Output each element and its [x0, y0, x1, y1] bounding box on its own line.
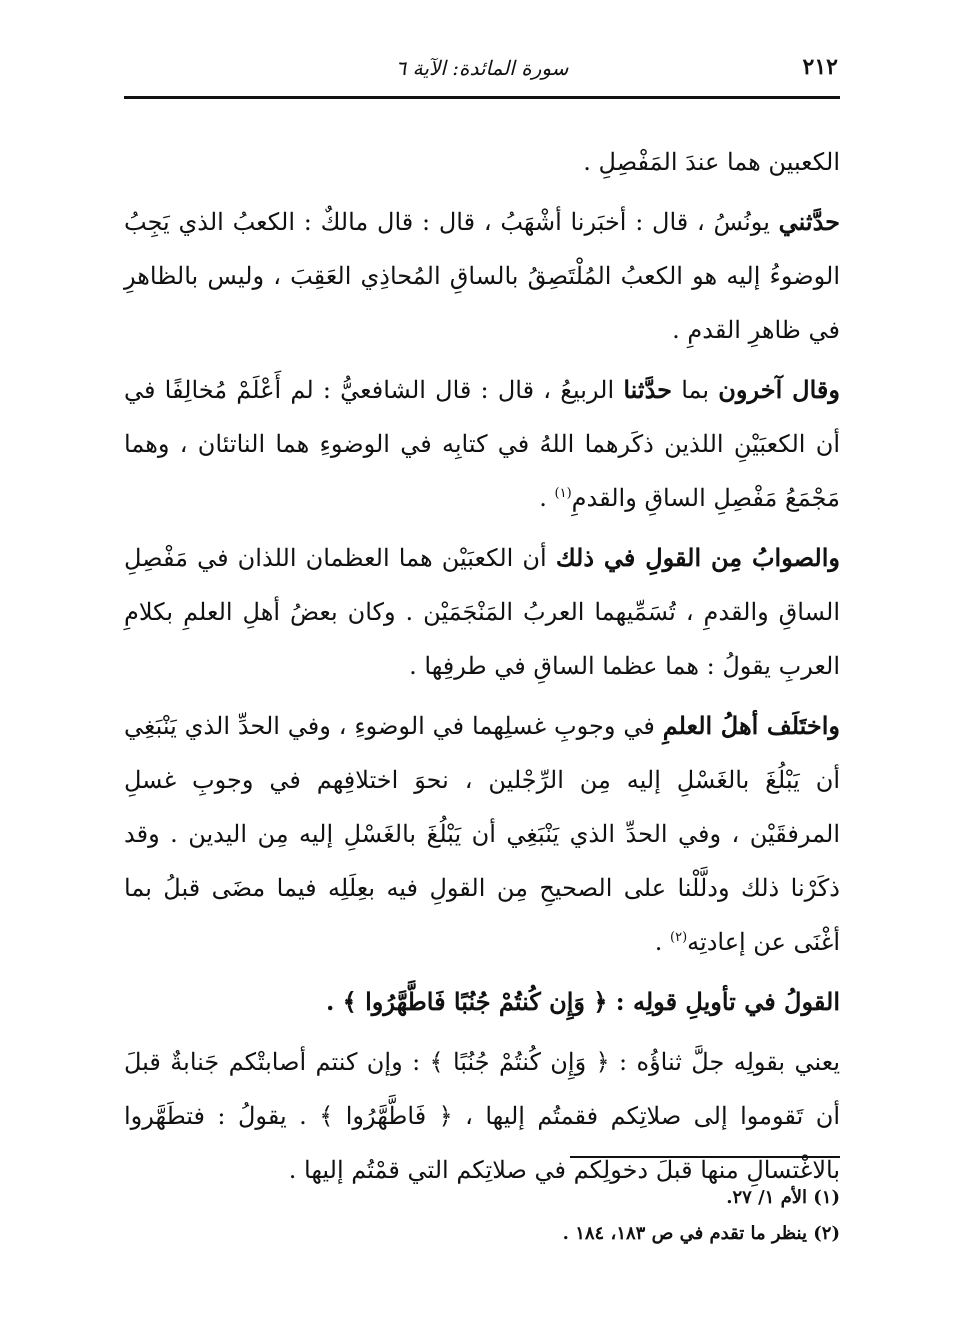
paragraph-text: يعني بقولِه جلَّ ثناؤُه : ﴿ وَإِن كُنتُمْ جُنُبًا ﴾ : وإن كنتم أصابتْكم جَنابةٌ قبلَ أن تَقوموا إلى صلاتِكم فقمتُم إليها ، ﴿ فَاطَّهَّرُوا ﴾ . يقولُ : فتطَهَّروا بالاغْتسالِ منها قبلَ دخولِكم في صلاتِكم التي قمْتُم إليها .	[124, 1048, 840, 1184]
paragraph-text: الكعبين هما عندَ المَفْصِلِ .	[583, 148, 840, 176]
paragraph-lead: واختَلَف أهلُ العلمِ	[662, 711, 841, 740]
paragraph-2	[124, 195, 840, 357]
paragraph-text: في وجوبِ غسلِهما في الوضوءِ ، وفي الحدِّ الذي يَنْبَغِي أن يَبْلُغَ بالغَسْلِ إليه مِن الرِّجْلين ، نحوَ اختلافِهم في وجوبِ غسلِ المرفقَيْن ، وفي الحدِّ الذي يَنْبَغِي أن يَبْلُغَ بالغَسْلِ إليه مِن اليدين . وقد ذكَرْنا ذلك ودلَّلْنا على الصحيحِ مِن القولِ فيه بعِلَلِه فيما مضَى قبلُ بما أغْنَى عن إعادتِه	[124, 712, 840, 956]
paragraph-end: .	[539, 484, 555, 512]
paragraph-lead: وقال آخرون	[718, 375, 840, 404]
page-header	[124, 40, 840, 99]
main-text	[124, 135, 840, 1197]
paragraph-lead: والصوابُ مِن القولِ في ذلك	[555, 543, 840, 572]
paragraph-lead-2: حدَّثنا	[623, 375, 673, 404]
book-page	[124, 40, 840, 1310]
page-number: ٢١٢	[802, 54, 838, 80]
paragraph-text: يونُسُ ، قال : أخبَرنا أشْهَبُ ، قال : قال مالكٌ : الكعبُ الذي يَجِبُ الوضوءُ إليه هو الكعبُ المُلْتَصِقُ بالساقِ المُحاذِي العَقِبَ ، وليس بالظاهرِ في ظاهرِ القدمِ .	[124, 208, 840, 344]
paragraph-connector: بما	[672, 376, 719, 404]
paragraph-1	[124, 135, 840, 189]
paragraph-lead: حدَّثني	[778, 207, 841, 236]
paragraph-end: .	[654, 928, 670, 956]
section-heading	[124, 975, 840, 1029]
paragraph-text: الربيعُ ، قال : قال الشافعيُّ : لم أَعْلَمْ مُخالِفًا في أن الكعبَيْنِ اللذين ذكَرهما اللهُ في كتابِه في الوضوءِ هما الناتئان ، وهما مَجْمَعُ مَفْصِلِ الساقِ والقدمِ	[124, 376, 840, 512]
footnote-2: (٢) ينظر ما تقدم في ص ١٨٣، ١٨٤ .	[562, 1223, 840, 1244]
paragraph-text: أن الكعبَيْن هما العظمان اللذان في مَفْصِلِ الساقِ والقدمِ ، تُسَمِّيهما العربُ المَنْجَمَيْن . وكان بعضُ أهلِ العلمِ بكلامِ العربِ يقولُ : هما عظما الساقِ في طرفِها .	[124, 544, 840, 680]
paragraph-4	[124, 531, 840, 693]
footnote-marker-1[interactable]: (١)	[554, 486, 572, 501]
footnote-marker-2[interactable]: (٢)	[670, 930, 688, 945]
section-heading-text: القولُ في تأويلِ قولِه : ﴿ وَإِن كُنتُمْ جُنُبًا فَاطَّهَّرُوا ﴾ .	[325, 987, 840, 1016]
footnotes	[124, 1156, 840, 1252]
footnote-1: (١) الأم ١/ ٢٧.	[726, 1187, 840, 1208]
paragraph-3	[124, 363, 840, 525]
running-title: سورة المائدة: الآية ٦	[395, 56, 569, 80]
paragraph-5	[124, 699, 840, 969]
footnote-divider	[570, 1156, 840, 1158]
